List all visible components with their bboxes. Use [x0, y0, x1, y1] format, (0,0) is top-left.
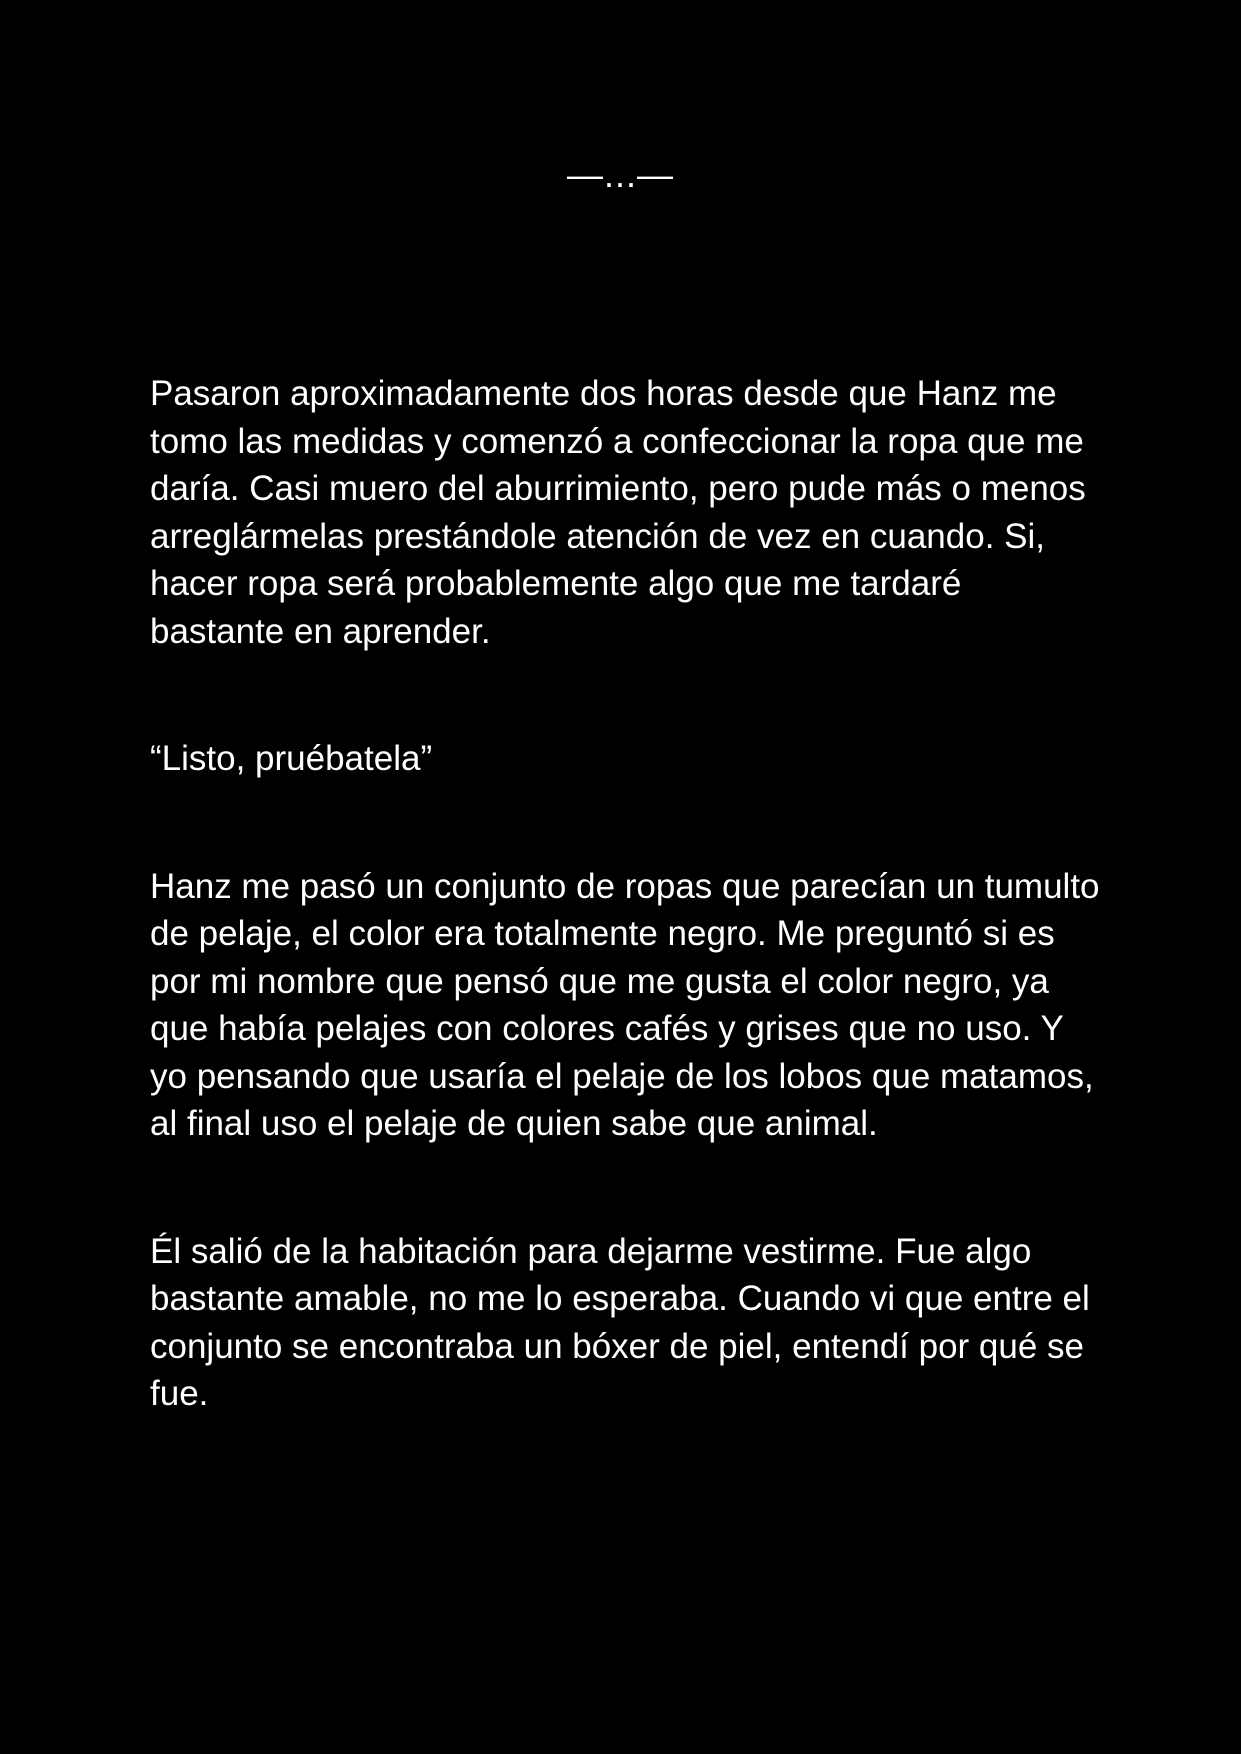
story-body: [150, 370, 1100, 1418]
dialogue-line: “Listo, pruébatela”: [150, 739, 433, 778]
section-separator: —...—: [566, 154, 674, 195]
paragraph-4: Él salió de la habitación para dejarme vestirme. Fue algo bastante amable, no me lo esperaba. Cuando vi que entre el conjunto se encontraba un bóxer de piel, entendí por qué se fue.: [150, 1231, 1090, 1413]
paragraph-3: Hanz me pasó un conjunto de ropas que parecían un tumulto de pelaje, el color era totalmente negro. Me preguntó si es por mi nombre que pensó que me gusta el color negro, ya que había pelajes con colores cafés y grises que no uso. Y yo pensando que usaría el pelaje de los lobos que matamos, al final uso el pelaje de quien sabe que animal.: [150, 866, 1100, 1143]
paragraph-1: Pasaron aproximadamente dos horas desde que Hanz me tomo las medidas y comenzó a confeccionar la ropa que me daría. Casi muero del aburrimiento, pero pude más o menos arreglármelas prestándole atención de vez en cuando. Si, hacer ropa será probablemente algo que me tardaré bastante en aprender.: [150, 374, 1086, 651]
